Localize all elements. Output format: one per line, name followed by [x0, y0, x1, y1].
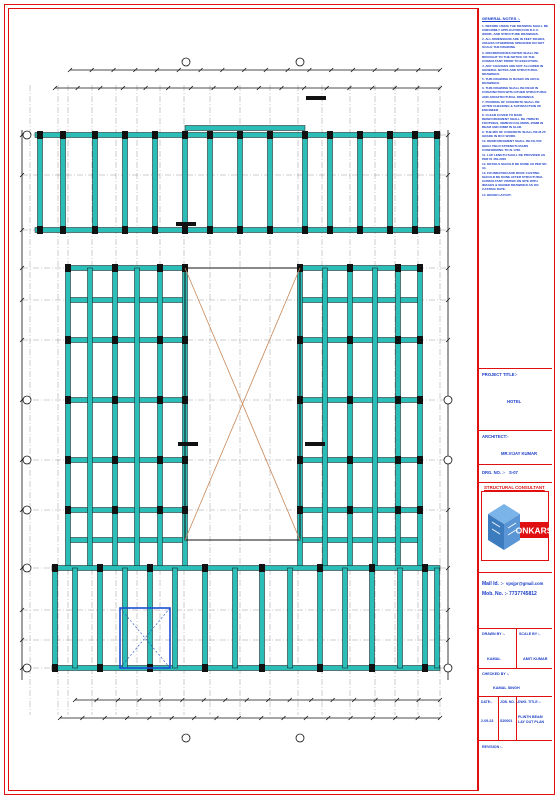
column: [157, 336, 163, 344]
column: [122, 131, 128, 139]
vertical-beam: [88, 268, 93, 568]
column: [182, 226, 188, 234]
vertical-beam: [373, 268, 378, 568]
column: [152, 131, 158, 139]
column: [37, 226, 43, 234]
column: [347, 456, 353, 464]
beam-tag: [178, 442, 198, 446]
column: [369, 664, 375, 672]
column: [65, 396, 71, 404]
beam-tag: [306, 96, 326, 100]
column: [92, 226, 98, 234]
column: [122, 226, 128, 234]
column: [157, 396, 163, 404]
drawing-number-cell: [479, 464, 552, 482]
column: [417, 336, 423, 344]
column: [395, 264, 401, 272]
horizontal-beam: [68, 298, 185, 303]
column: [347, 396, 353, 404]
drawn-by-label: DRAWN BY :-: [482, 632, 505, 636]
grid-bubble: [444, 396, 452, 404]
vertical-beam: [268, 135, 273, 230]
column: [65, 506, 71, 514]
column: [92, 131, 98, 139]
horizontal-beam: [68, 538, 185, 543]
mobile-value: 7737745812: [509, 591, 537, 597]
grid-bubble: [23, 131, 31, 139]
vertical-beam: [66, 268, 71, 568]
consultant-cell: [479, 482, 552, 572]
vertical-beam: [303, 135, 308, 230]
drawing-title-label: DWG. TITLE :-: [518, 700, 541, 704]
column: [327, 131, 333, 139]
cell-divider: [516, 629, 517, 669]
general-note-item: 1. BEFORE USING THE DRAWING SHALL BE UNIFORMLY APPLICATION FOR R.C.C. WORK, AND STRUCTURE DRAWINGS.: [482, 24, 549, 37]
column: [202, 564, 208, 572]
grid-bubble: [444, 456, 452, 464]
vertical-beam: [238, 135, 243, 230]
project-title-label: PROJECT TITLE:-: [482, 372, 518, 377]
general-note-item: 13. FOUNDATION AND ROOF CASTING SHOULD BE DONE AFTER STRUCTURAL CONSULTANT VISITED ON SITE WITH IMAGES & SIGNED DRAWINGS AS ON CASTING DATE.: [482, 171, 544, 192]
horizontal-beam: [68, 398, 185, 403]
vertical-beam: [158, 268, 163, 568]
column: [417, 456, 423, 464]
column: [152, 226, 158, 234]
project-title-value: HOTEL: [507, 399, 522, 404]
column: [52, 564, 58, 572]
drawn-by-value: KAMAL: [487, 657, 501, 661]
horizontal-beam: [68, 338, 185, 343]
vertical-beam: [233, 568, 238, 668]
column: [267, 226, 273, 234]
vertical-beam: [388, 135, 393, 230]
scale-by-value: AMIT KUMAR: [523, 657, 548, 661]
horizontal-beam: [52, 566, 440, 571]
column: [422, 664, 428, 672]
column: [237, 131, 243, 139]
column: [157, 456, 163, 464]
drawing-number-label: DRG. NO. :-: [482, 470, 506, 475]
column: [395, 456, 401, 464]
column: [112, 456, 118, 464]
checked-by-value: KAMAL SINGH: [493, 686, 520, 690]
column: [267, 131, 273, 139]
column: [317, 564, 323, 572]
general-note-item: 5. THIS DRAWING IS BASED ON ARCH. DRAWINGS.: [482, 77, 540, 86]
horizontal-beam: [300, 298, 420, 303]
vertical-beam: [123, 568, 128, 668]
column: [412, 226, 418, 234]
scale-by-label: SCALE BY :-: [519, 632, 541, 636]
vertical-beam: [328, 135, 333, 230]
horizontal-beam: [300, 538, 420, 543]
column: [317, 664, 323, 672]
column: [60, 226, 66, 234]
date-label: DATE:-: [481, 700, 493, 704]
vertical-beam: [396, 268, 401, 568]
general-note-item: 6. THIS DRAWING SHALL BE READ IN CONJUNCTION WITH OTHER STRUCTURAL AND ARCHITECTURAL DRAWINGS: [482, 86, 548, 99]
vertical-beam: [343, 568, 348, 668]
column: [357, 226, 363, 234]
column: [259, 564, 265, 572]
column: [395, 396, 401, 404]
column: [65, 264, 71, 272]
column: [347, 336, 353, 344]
date-job-title-cell: [479, 696, 552, 740]
vertical-beam: [423, 568, 428, 668]
vertical-beam: [358, 135, 363, 230]
column: [417, 396, 423, 404]
general-note-item: 11. LAP LENGTH SHALL BE PROVIDED AS PER IS 456-2000: [482, 152, 546, 161]
column: [237, 226, 243, 234]
column: [52, 664, 58, 672]
vertical-beam: [148, 568, 153, 668]
vertical-beam: [183, 135, 188, 230]
grid-bubble: [182, 734, 190, 742]
column: [259, 664, 265, 672]
beam-tag: [305, 442, 325, 446]
horizontal-beam: [300, 338, 420, 343]
general-note-item: 2. ALL DIMENSIONS ARE IN FEET INCHES, UNLESS OTHERWISE SPECIFIED DO NOT SCALE THE DRAWING: [482, 37, 546, 50]
general-note-item: 7. POURING OF CONCRETE SHALL BE AFTER CHECKING & SATISFACTION OF ENGINEER.: [482, 99, 542, 112]
vertical-beam: [93, 135, 98, 230]
column: [395, 336, 401, 344]
consultant-label: STRUCTURAL CONSULTANT: [484, 485, 545, 490]
vertical-beam: [153, 135, 158, 230]
horizontal-beam: [68, 266, 185, 271]
column: [157, 506, 163, 514]
column: [157, 264, 163, 272]
column: [65, 336, 71, 344]
revision-cell: [479, 740, 552, 791]
column: [37, 131, 43, 139]
mobile-label: Mob. No. :-: [482, 591, 508, 597]
grid-bubble: [23, 564, 31, 572]
vertical-beam: [318, 568, 323, 668]
column: [202, 664, 208, 672]
checked-by-label: CHECKED BY :-: [482, 672, 510, 676]
grid-bubble: [296, 58, 304, 66]
column: [97, 664, 103, 672]
general-notes-list: [482, 24, 549, 197]
column: [147, 564, 153, 572]
column: [112, 506, 118, 514]
column: [357, 131, 363, 139]
column: [387, 131, 393, 139]
vertical-beam: [398, 568, 403, 668]
column: [417, 264, 423, 272]
grid-bubble: [23, 664, 31, 672]
column: [369, 564, 375, 572]
project-title-cell: [479, 368, 552, 430]
column: [112, 336, 118, 344]
general-note-item: 10. REINFORCEMENT SHALL BE FE-500 (HIGH YIELD STRENGTH BARS CONFORMING TO IS 1786.: [482, 139, 542, 152]
vertical-beam: [61, 135, 66, 230]
column: [112, 396, 118, 404]
vertical-beam: [370, 568, 375, 668]
horizontal-beam: [300, 398, 420, 403]
column: [182, 131, 188, 139]
column: [417, 506, 423, 514]
horizontal-beam: [52, 666, 440, 671]
horizontal-beam: [300, 266, 420, 271]
column: [395, 506, 401, 514]
architect-cell: [479, 430, 552, 464]
consultant-logo: [481, 491, 549, 561]
contact-cell: [479, 572, 552, 628]
column: [387, 226, 393, 234]
revision-label: REVISION :-: [482, 745, 503, 749]
architect-label: ARCHITECT:-: [482, 434, 509, 439]
grid-bubble: [182, 58, 190, 66]
vertical-beam: [435, 568, 440, 668]
mail-value: vpsjpr@gmail.com: [506, 581, 544, 586]
grid-bubble: [296, 734, 304, 742]
vertical-beam: [260, 568, 265, 668]
job-number-value: S20001: [500, 719, 513, 723]
vertical-beam: [418, 268, 423, 568]
cell-divider: [498, 697, 499, 741]
general-note-item: 12. DETAILS SHOULD BE DONE AS PER SP-34.: [482, 161, 548, 170]
title-block: [478, 8, 551, 791]
general-note-item: 14. REFER LAYOUT.: [482, 192, 512, 197]
vertical-beam: [288, 568, 293, 668]
vertical-beam: [73, 568, 78, 668]
grid-bubble: [23, 506, 31, 514]
column: [422, 564, 428, 572]
column: [97, 564, 103, 572]
column: [434, 226, 440, 234]
architect-value: MR.VIJAY KUMAR: [501, 451, 538, 456]
vertical-beam: [173, 568, 178, 668]
general-note-item: 8. CLEAR COVER TO MAIN REINFORCEMENT SHALL BE 75MM IN FOOTINGS, 40MM IN COLUMNS, 25MM IN BEAM AND 20MM IN SLAB.: [482, 112, 544, 130]
horizontal-beam: [300, 458, 420, 463]
vertical-beam: [348, 268, 353, 568]
beam-tag: [176, 222, 196, 226]
vertical-beam: [413, 135, 418, 230]
column: [347, 264, 353, 272]
vertical-beam: [208, 135, 213, 230]
column: [207, 226, 213, 234]
column: [65, 456, 71, 464]
column: [327, 226, 333, 234]
general-notes-heading: GENERAL NOTES :-: [482, 16, 521, 21]
column: [60, 131, 66, 139]
mail-label: Mail Id. :-: [482, 581, 504, 587]
date-value: 2-09-23: [481, 719, 494, 723]
vertical-beam: [98, 568, 103, 668]
vertical-beam: [53, 568, 58, 668]
job-number-label: JOB. NO. :-: [500, 700, 519, 704]
logo-text: ONKARS: [515, 525, 550, 536]
vertical-beam: [435, 135, 440, 230]
column: [434, 131, 440, 139]
checked-by-cell: [479, 668, 552, 696]
column: [347, 506, 353, 514]
vertical-beam: [113, 268, 118, 568]
vertical-beam: [203, 568, 208, 668]
cube-logo-icon: [482, 492, 550, 562]
general-note-item: 4. ANY CHANGES ARE NOT ALLOWED IN GENERAL NOTES AND STRUCTURAL DRAWINGS.: [482, 63, 544, 77]
drawing-number-value: S-07: [509, 470, 518, 475]
column: [302, 131, 308, 139]
vertical-beam: [135, 268, 140, 568]
grid-bubble: [23, 456, 31, 464]
column: [207, 131, 213, 139]
drawn-scale-cell: [479, 628, 552, 668]
general-note-item: 3. DISCREPANCIES NOTED SHALL BE BROUGHT TO THE NOTICE OF THE CONSULTANT PRIOR TO EXECUTION.: [482, 50, 539, 63]
column: [302, 226, 308, 234]
horizontal-beam: [185, 126, 305, 131]
horizontal-beam: [300, 508, 420, 513]
vertical-beam: [323, 268, 328, 568]
column: [112, 264, 118, 272]
grid-bubble: [444, 664, 452, 672]
vertical-beam: [123, 135, 128, 230]
column: [412, 131, 418, 139]
vertical-beam: [38, 135, 43, 230]
grid-bubble: [23, 396, 31, 404]
general-note-item: 9. THE MIX OF CONCRETE SHALL BE M-25 GRADE IN RCC WORK.: [482, 130, 546, 139]
general-notes: [479, 8, 552, 368]
horizontal-beam: [68, 508, 185, 513]
drawing-title-value: PLINTH BEAM LAY OUT PLAN: [518, 715, 545, 724]
horizontal-beam: [68, 458, 185, 463]
